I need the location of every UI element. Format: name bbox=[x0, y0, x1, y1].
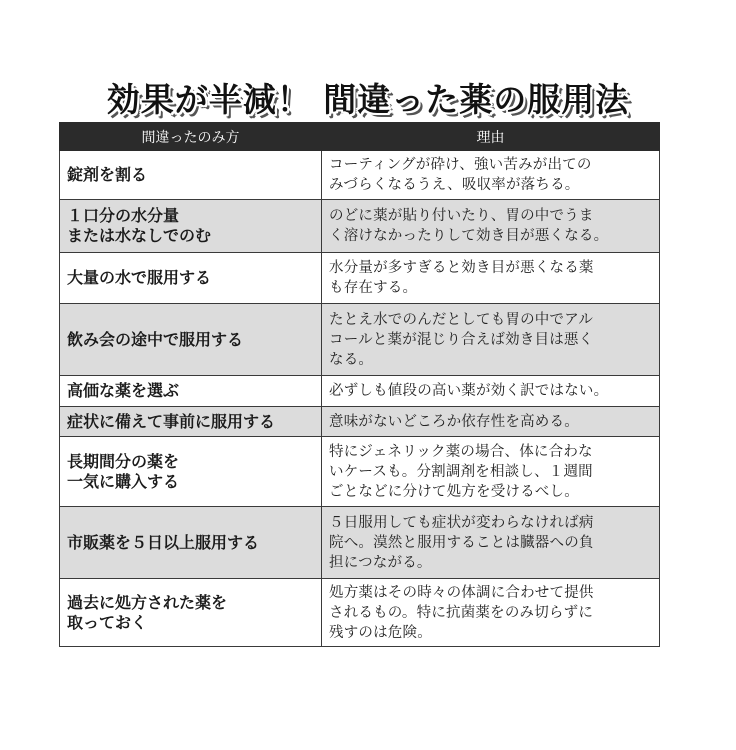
reason-line: たとえ水でのんだとしても胃の中でアル bbox=[329, 311, 594, 328]
table-header-row bbox=[60, 123, 660, 151]
way-line: 一気に購入する bbox=[67, 471, 180, 491]
way-line: 長期間分の薬を bbox=[67, 451, 180, 471]
reason-cell bbox=[322, 151, 660, 200]
reason-line: 残すのは危険。 bbox=[329, 624, 432, 641]
column-header-reason: 理由 bbox=[322, 123, 660, 151]
way-cell bbox=[60, 200, 322, 253]
table-row bbox=[60, 579, 660, 647]
way-line: 高価な薬を選ぶ bbox=[67, 381, 180, 400]
table-row bbox=[60, 200, 660, 253]
table-row bbox=[60, 507, 660, 579]
way-cell bbox=[60, 437, 322, 507]
table-row bbox=[60, 151, 660, 200]
reason-line: 院へ。漠然と服用することは臓器への負 bbox=[329, 534, 594, 551]
column-header-way: 間違ったのみ方 bbox=[60, 123, 322, 151]
reason-cell bbox=[322, 507, 660, 579]
reason-line: 意味がないどころか依存性を高める。 bbox=[329, 413, 579, 430]
reason-line: 担につながる。 bbox=[329, 554, 432, 571]
way-line: １口分の水分量 bbox=[67, 206, 180, 225]
reason-line: ５日服用しても症状が変わらなければ病 bbox=[329, 514, 594, 531]
table-row bbox=[60, 304, 660, 376]
reason-cell bbox=[322, 253, 660, 304]
reason-cell bbox=[322, 200, 660, 253]
way-line: または水なしでのむ bbox=[67, 226, 212, 245]
way-cell bbox=[60, 253, 322, 304]
reason-line: ごとなどに分けて処方を受けるべし。 bbox=[329, 483, 579, 500]
way-cell bbox=[60, 507, 322, 579]
way-cell bbox=[60, 579, 322, 647]
reason-line: く溶けなかったりして効き目が悪くなる。 bbox=[329, 228, 609, 244]
reason-line: いケースも。分割調剤を相談し、１週間 bbox=[329, 463, 593, 480]
way-line: 錠剤を割る bbox=[67, 165, 148, 184]
way-line: 市販薬を５日以上服用する bbox=[67, 532, 260, 552]
way-line: 飲み会の途中で服用する bbox=[67, 329, 244, 349]
reason-cell bbox=[322, 407, 660, 437]
way-cell bbox=[60, 304, 322, 376]
way-line: 過去に処方された薬を bbox=[67, 592, 228, 612]
reason-line: 必ずしも値段の高い薬が効く訳ではない。 bbox=[329, 383, 609, 399]
page-title: 効果が半減！ 間違った薬の服用法 bbox=[106, 80, 630, 119]
way-line: 取っておく bbox=[67, 612, 148, 632]
way-cell bbox=[60, 407, 322, 437]
table-row bbox=[60, 407, 660, 437]
reason-line: なる。 bbox=[329, 351, 374, 368]
reason-line: コールと薬が混じり合えば効き目は悪く bbox=[329, 331, 594, 348]
table-row bbox=[60, 253, 660, 304]
way-cell bbox=[60, 376, 322, 407]
reason-cell bbox=[322, 304, 660, 376]
way-cell bbox=[60, 151, 322, 200]
reason-cell bbox=[322, 376, 660, 407]
reason-cell bbox=[322, 437, 660, 507]
medication-mistakes-table bbox=[59, 122, 660, 647]
table-row bbox=[60, 437, 660, 507]
reason-line: コーティングが砕け、強い苦みが出ての bbox=[329, 157, 592, 173]
way-line: 大量の水で服用する bbox=[67, 268, 212, 287]
reason-line: 水分量が多すぎると効き目が悪くなる薬 bbox=[329, 260, 594, 276]
reason-line: のどに薬が貼り付いたり、胃の中でうま bbox=[329, 208, 594, 224]
table-row bbox=[60, 376, 660, 407]
reason-line: みづらくなるうえ、吸収率が落ちる。 bbox=[329, 177, 580, 193]
reason-line: されるもの。特に抗菌薬をのみ切らずに bbox=[329, 604, 594, 621]
reason-line: 特にジェネリック薬の場合、体に合わな bbox=[329, 443, 593, 460]
reason-line: 処方薬はその時々の体調に合わせて提供 bbox=[329, 584, 594, 601]
reason-line: も存在する。 bbox=[329, 280, 418, 296]
way-line: 症状に備えて事前に服用する bbox=[67, 411, 276, 431]
reason-cell bbox=[322, 579, 660, 647]
